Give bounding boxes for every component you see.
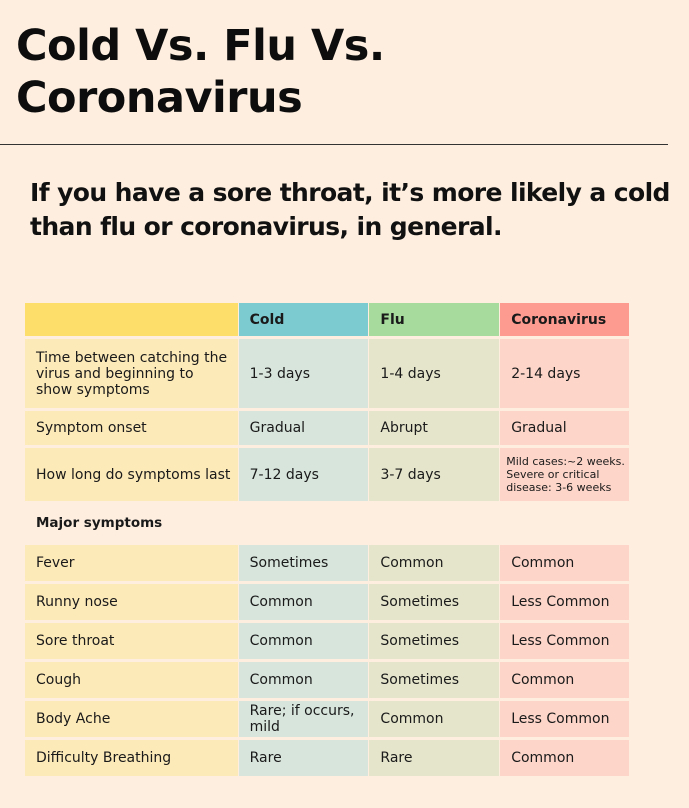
table-row xyxy=(25,339,629,408)
section-label: Major symptoms xyxy=(36,515,163,531)
row-label: Sore throat xyxy=(25,623,238,659)
flu-value: Sometimes xyxy=(369,584,499,620)
row-label: Difficulty Breathing xyxy=(25,740,238,776)
table-row xyxy=(25,701,629,737)
header-flu: Flu xyxy=(369,303,499,336)
table-row xyxy=(25,662,629,698)
cold-value: Sometimes xyxy=(239,545,369,581)
coronavirus-value: Less Common xyxy=(500,701,629,737)
row-label: How long do symptoms last xyxy=(25,448,238,501)
header-cold: Cold xyxy=(239,303,369,336)
table-header-row xyxy=(25,303,629,336)
coronavirus-value: Less Common xyxy=(500,584,629,620)
cold-value: Gradual xyxy=(239,411,369,445)
cold-value: Common xyxy=(239,584,369,620)
coronavirus-value: Common xyxy=(500,545,629,581)
table-row xyxy=(25,448,629,501)
table-row xyxy=(25,584,629,620)
coronavirus-value: Gradual xyxy=(500,411,629,445)
flu-value: Sometimes xyxy=(369,662,499,698)
comparison-table xyxy=(25,303,629,776)
cold-value: Common xyxy=(239,623,369,659)
coronavirus-value: 2-14 days xyxy=(500,339,629,408)
coronavirus-value: Common xyxy=(500,662,629,698)
row-label: Cough xyxy=(25,662,238,698)
row-label: Runny nose xyxy=(25,584,238,620)
divider xyxy=(0,144,668,145)
table-row xyxy=(25,623,629,659)
cold-value: 7-12 days xyxy=(239,448,369,501)
cold-value: Rare; if occurs, mild xyxy=(239,701,369,737)
flu-value: Common xyxy=(369,545,499,581)
flu-value: 3-7 days xyxy=(369,448,499,501)
page-subtitle: If you have a sore throat, it’s more likely a cold than flu or coronavirus, in general. xyxy=(30,178,670,241)
section-header-row xyxy=(25,504,629,542)
flu-value: Abrupt xyxy=(369,411,499,445)
row-label: Body Ache xyxy=(25,701,238,737)
table-row xyxy=(25,740,629,776)
row-label: Time between catching the virus and beginning to show symptoms xyxy=(25,339,238,408)
flu-value: 1-4 days xyxy=(369,339,499,408)
header-coronavirus: Coronavirus xyxy=(500,303,629,336)
flu-value: Common xyxy=(369,701,499,737)
cold-value: 1-3 days xyxy=(239,339,369,408)
flu-value: Sometimes xyxy=(369,623,499,659)
cold-value: Common xyxy=(239,662,369,698)
flu-value: Rare xyxy=(369,740,499,776)
coronavirus-value: Less Common xyxy=(500,623,629,659)
coronavirus-value: Common xyxy=(500,740,629,776)
coronavirus-value: Mild cases:~2 weeks. Severe or critical disease: 3-6 weeks xyxy=(500,448,629,501)
page-title: Cold Vs. Flu Vs. Coronavirus xyxy=(16,21,385,123)
table-row xyxy=(25,545,629,581)
table-row xyxy=(25,411,629,445)
row-label: Symptom onset xyxy=(25,411,238,445)
row-label: Fever xyxy=(25,545,238,581)
header-label-cell xyxy=(25,303,238,336)
cold-value: Rare xyxy=(239,740,369,776)
